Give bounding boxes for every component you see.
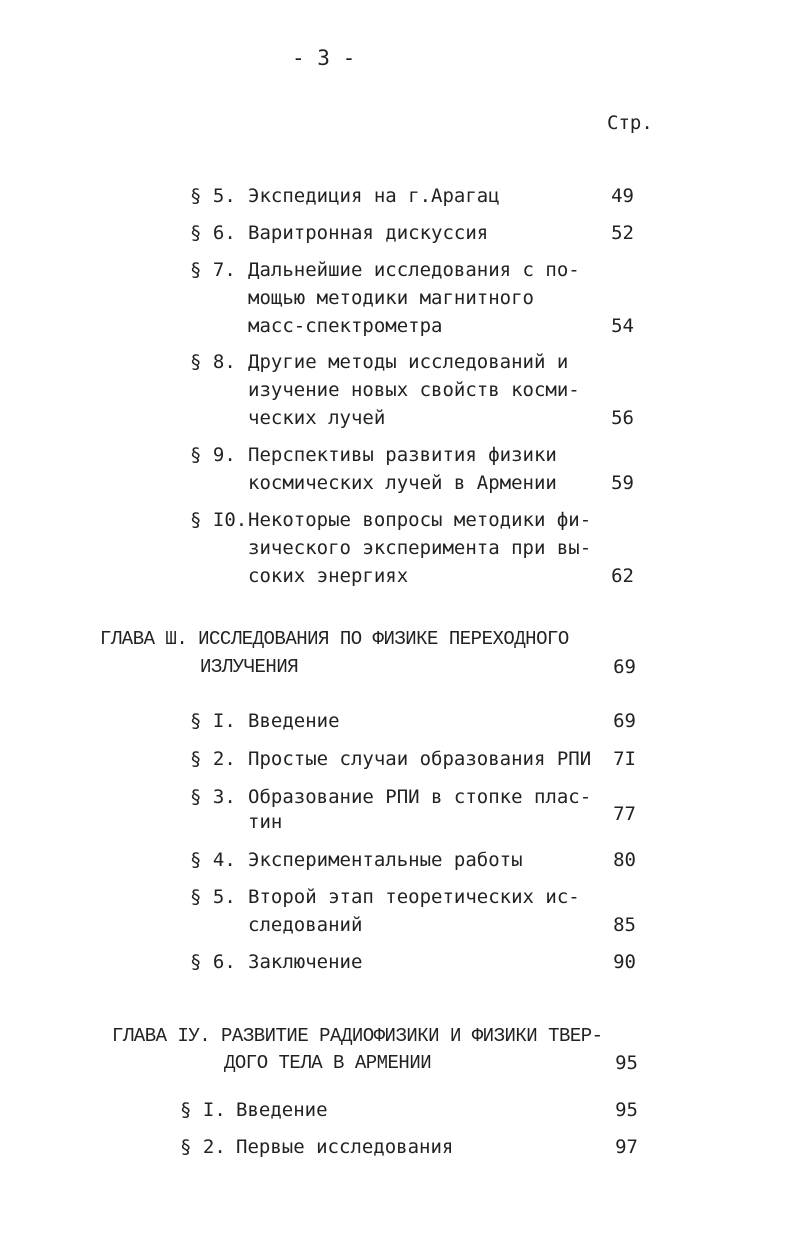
toc-page-number: 56 (611, 407, 634, 429)
toc-section-number: § 8. (190, 351, 236, 373)
toc-entry-title: следований (248, 914, 363, 936)
chapter-heading: ИЗЛУЧЕНИЯ (200, 656, 299, 678)
toc-entry-title: Введение (236, 1099, 328, 1121)
toc-page-number: 97 (615, 1136, 638, 1158)
chapter-heading: ДОГО ТЕЛА В АРМЕНИИ (224, 1052, 432, 1074)
toc-page-number: 90 (613, 951, 636, 973)
toc-entry-title: изучение новых свойств косми- (248, 379, 580, 401)
toc-entry-title: соких энергиях (248, 565, 409, 587)
toc-section-number: § I0. (190, 509, 248, 531)
toc-page-number: 80 (613, 849, 636, 871)
toc-entry-title: Первые исследования (236, 1136, 454, 1158)
toc-page-number: 69 (613, 656, 636, 678)
toc-page-number: 95 (615, 1099, 638, 1121)
chapter-heading: ГЛАВА IУ. РАЗВИТИЕ РАДИОФИЗИКИ И ФИЗИКИ ТВЕР- (112, 1025, 603, 1047)
toc-entry-title: космических лучей в Армении (248, 472, 557, 494)
toc-page-number: 49 (611, 185, 634, 207)
toc-entry-title: мощью методики магнитного (248, 287, 534, 309)
toc-entry-title: Другие методы исследований и (248, 351, 569, 373)
toc-page-number: 85 (613, 914, 636, 936)
toc-page-number: 95 (615, 1052, 638, 1074)
toc-page-number: 69 (613, 710, 636, 732)
toc-section-number: § 3. (190, 786, 236, 808)
toc-page-number: 62 (611, 565, 634, 587)
toc-section-number: § I. (180, 1099, 226, 1121)
toc-section-number: § 5. (190, 886, 236, 908)
toc-entry-title: Дальнейшие исследования с по- (248, 259, 580, 281)
toc-entry-title: Введение (248, 710, 340, 732)
toc-section-number: § 5. (190, 185, 236, 207)
toc-page-number: 54 (611, 315, 634, 337)
toc-page-number: 59 (611, 472, 634, 494)
toc-section-number: § I. (190, 710, 236, 732)
chapter-heading: ГЛАВА Ш. ИССЛЕДОВАНИЯ ПО ФИЗИКЕ ПЕРЕХОДНОГО (100, 628, 569, 650)
toc-entry-title: Образование РПИ в стопке плас- (248, 786, 592, 808)
toc-entry-title: тин (248, 811, 283, 833)
toc-entry-title: Некоторые вопросы методики фи- (248, 509, 592, 531)
toc-page-number: 7I (613, 748, 636, 770)
toc-entry-title: Простые случаи образования РПИ (248, 748, 592, 770)
toc-section-number: § 4. (190, 849, 236, 871)
toc-entry-title: масс-спектрометра (248, 315, 443, 337)
toc-page-number: 52 (611, 222, 634, 244)
toc-section-number: § 9. (190, 444, 236, 466)
toc-entry-title: зического эксперимента при вы- (248, 537, 592, 559)
toc-entry-title: Перспективы развития физики (248, 444, 557, 466)
page-number: - 3 - (292, 46, 356, 70)
toc-entry-title: Второй этап теоретических ис- (248, 886, 580, 908)
toc-page-number: 77 (613, 803, 636, 825)
toc-entry-title: Заключение (248, 951, 363, 973)
toc-entry-title: Экспериментальные работы (248, 849, 523, 871)
toc-entry-title: Варитронная дискуссия (248, 222, 489, 244)
toc-entry-title: Экспедиция на г.Арагац (248, 185, 500, 207)
toc-section-number: § 2. (180, 1136, 226, 1158)
toc-entry-title: ческих лучей (248, 407, 386, 429)
page-column-label: Стр. (607, 112, 653, 134)
toc-section-number: § 6. (190, 222, 236, 244)
toc-section-number: § 2. (190, 748, 236, 770)
toc-section-number: § 6. (190, 951, 236, 973)
toc-section-number: § 7. (190, 259, 236, 281)
